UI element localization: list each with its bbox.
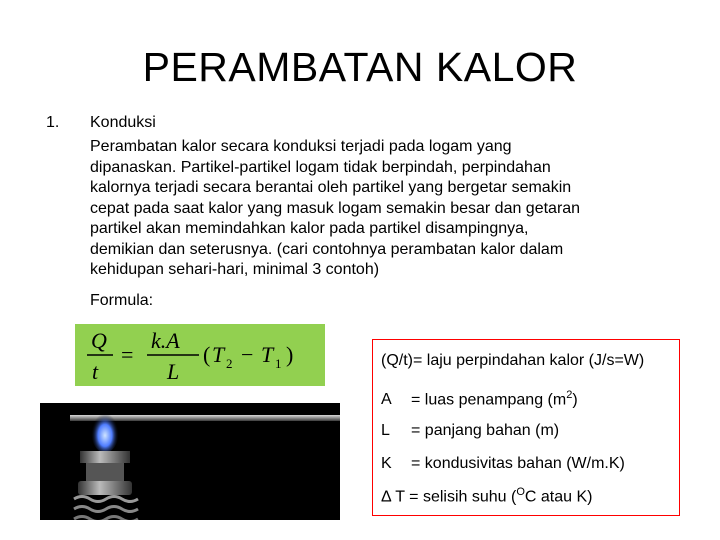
definition-symbol: L xyxy=(381,422,390,439)
definition-text: Δ T = selisih suhu ( xyxy=(381,488,517,506)
definition-heat-rate: (Q/t)= laju perpindahan kalor (J/s=W) xyxy=(381,352,645,369)
formula-equation xyxy=(75,324,325,386)
definition-symbol: A xyxy=(381,391,392,409)
formula-sub-1: 1 xyxy=(275,356,282,371)
paragraph-line: demikian dan seterusnya. (cari contohnya perambatan kalor dalam xyxy=(90,240,564,258)
definition-text: C atau K) xyxy=(524,488,593,506)
definition-text: = luas penampang (m xyxy=(411,391,567,409)
definition-temperature-difference xyxy=(381,486,593,506)
slide-title: PERAMBATAN KALOR xyxy=(142,44,578,90)
formula-t1: T xyxy=(261,342,274,367)
paragraph-line: partikel akan memindahkan kalor pada partikel disampingnya, xyxy=(90,220,529,237)
definition-conductivity xyxy=(381,455,625,473)
formula-sub-2: 2 xyxy=(226,356,233,371)
formula-open-paren: ( xyxy=(203,342,211,367)
list-number: 1. xyxy=(46,114,60,131)
formula-close-paren: ) xyxy=(286,342,294,367)
paragraph-line: kalornya terjadi secara berantai oleh partikel yang bergetar semakin xyxy=(90,179,572,196)
formula-minus: − xyxy=(241,342,254,367)
paragraph-line: kehidupan sehari-hari, minimal 3 contoh) xyxy=(90,261,380,278)
definition-length xyxy=(381,422,559,440)
definition-area xyxy=(381,389,578,409)
formula-label: Formula: xyxy=(90,292,154,309)
formula-box xyxy=(75,324,325,386)
formula-equals: = xyxy=(121,342,134,367)
definition-text: = kondusivitas bahan (W/m.K) xyxy=(411,455,625,472)
paragraph-line: Perambatan kalor secara konduksi terjadi pada logam yang xyxy=(90,138,512,155)
paragraph-line: cepat pada saat kalor yang masuk logam semakin besar dan getaran xyxy=(90,199,581,217)
definition-superscript: 2 xyxy=(566,389,573,401)
definitions-box xyxy=(372,339,680,516)
formula-l: L xyxy=(167,359,180,384)
definition-symbol: K xyxy=(381,455,392,472)
formula-q: Q xyxy=(91,328,107,353)
definition-text: ) xyxy=(572,391,578,409)
heated-rod-illustration xyxy=(40,403,340,520)
section-heading: Konduksi xyxy=(90,114,156,131)
formula-ka: k.A xyxy=(151,328,180,353)
formula-t2: T xyxy=(212,342,225,367)
conduction-photo xyxy=(40,403,340,520)
definition-text: = panjang bahan (m) xyxy=(411,422,560,439)
body-paragraph xyxy=(90,137,670,281)
paragraph-line: dipanaskan. Partikel-partikel logam tidak berpindah, perpindahan xyxy=(90,158,551,176)
formula-t: t xyxy=(92,359,99,384)
definition-superscript: O xyxy=(516,486,525,498)
